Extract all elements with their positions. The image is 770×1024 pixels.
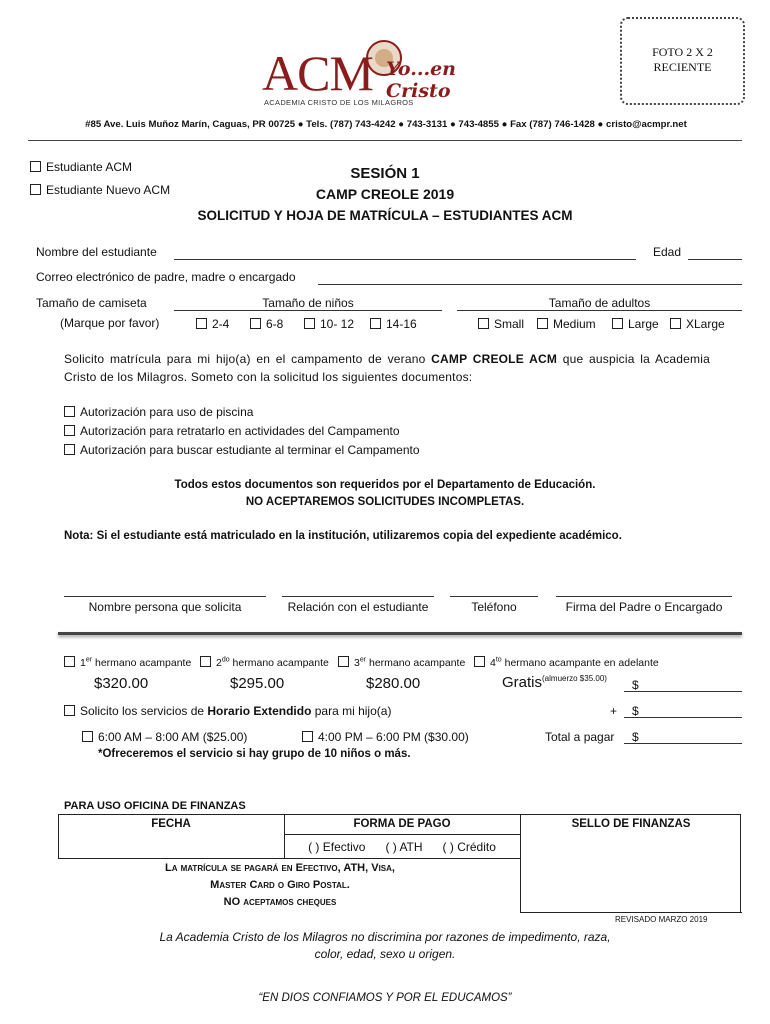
camp-name: CAMP CREOLE ACM [431,352,558,366]
request-paragraph: Solicito matrícula para mi hijo(a) en el campamento de verano CAMP CREOLE ACM que auspicia la Academia Cristo de los Milagros. Someto con la solicitud los siguientes documentos: [64,352,710,384]
checkbox[interactable] [304,318,315,329]
student-type-new[interactable] [30,183,170,197]
extended-pm-option[interactable]: 4:00 PM – 6:00 PM ($30.00) [302,730,469,744]
phone-label: Teléfono [471,600,517,614]
finance-heading: PARA USO OFICINA DE FINANZAS [64,800,246,812]
kids-size-option[interactable]: 6-8 [250,317,283,331]
checkbox[interactable] [537,318,548,329]
document-item[interactable]: Autorización para uso de piscina [64,403,420,422]
sibling-option-1[interactable]: 1er hermano acampante [64,656,191,669]
table-line [58,814,740,815]
header-divider [28,140,742,141]
title-application: SOLICITUD Y HOJA DE MATRÍCULA – ESTUDIANTES ACM [197,208,573,223]
notice-required: Todos estos documentos son requeridos por el Departamento de Educación. [174,479,596,491]
checkbox[interactable] [64,705,75,716]
shirt-size-label: Tamaño de camiseta [36,296,147,310]
total-field[interactable] [624,743,742,744]
email-field[interactable] [318,284,742,285]
applicant-name-label: Nombre persona que solicita [88,600,242,614]
extended-amount-field[interactable] [624,717,742,718]
kids-size-option[interactable]: 2-4 [196,317,229,331]
title-camp: CAMP CREOLE 2019 [315,186,455,202]
address-line: #85 Ave. Luis Muñoz Marín, Caguas, PR 00725 ● Tels. (787) 743-4242 ● 743-3131 ● 743-4855 ● Fax (787) 746-1428 ● cristo@acmpr.net [85,119,687,130]
nondiscrimination-line-2: color, edad, sexo u origen. [314,947,456,961]
price-1: $320.00 [94,675,149,692]
extended-hours-option[interactable]: Solicito los servicios de Horario Extendido para mi hijo(a) [64,704,391,718]
payment-note-3: NO aceptamos cheques [223,896,337,908]
email-label: Correo electrónico de padre, madre o encargado [36,270,296,284]
document-item[interactable]: Autorización para retratarlo en actividades del Campamento [64,422,420,441]
photo-label-size: FOTO 2 X 2 [652,45,713,59]
document-item[interactable]: Autorización para buscar estudiante al terminar el Campamento [64,441,420,460]
payment-options[interactable]: ( ) Efectivo ( ) ATH ( ) Crédito [308,840,496,854]
price-2: $295.00 [230,675,285,692]
checkbox[interactable] [64,406,75,417]
student-type-acm-label: Estudiante ACM [46,160,133,174]
subtotal-field[interactable] [624,691,742,692]
logo-acm-text: ACM [262,45,373,101]
title-session: SESIÓN 1 [350,165,420,182]
sibling-option-2[interactable]: $2^{do}$ hermano acampante [200,656,329,669]
payment-note-2: Master Card o Giro Postal. [210,879,350,891]
col-payment: FORMA DE PAGO [353,818,451,830]
notice-incomplete: NO ACEPTAREMOS SOLICITUDES INCOMPLETAS. [245,496,525,508]
checkbox[interactable] [338,656,349,667]
adult-size-heading [457,296,742,311]
adult-size-option[interactable]: Small [478,317,524,331]
age-field[interactable] [688,259,742,260]
checkbox[interactable] [200,656,211,667]
student-type-acm[interactable] [30,160,132,174]
checkbox[interactable] [474,656,485,667]
checkbox[interactable] [30,184,41,195]
checkbox[interactable] [30,161,41,172]
relation-label: Relación con el estudiante [287,600,429,614]
kids-size-option[interactable]: 10- 12 [304,317,354,331]
student-name-label: Nombre del estudiante [36,245,157,259]
signature-field[interactable] [556,596,732,597]
checkbox[interactable] [670,318,681,329]
checkbox[interactable] [64,425,75,436]
logo-subtitle: ACADEMIA CRISTO DE LOS MILAGROS [264,98,414,107]
total-label: Total a pagar [545,730,615,744]
date-field[interactable] [62,836,280,856]
checkbox[interactable] [196,318,207,329]
student-type-new-label: Estudiante Nuevo ACM [46,183,171,197]
seal-area [524,836,736,908]
checkbox[interactable] [82,731,93,742]
nondiscrimination-line-1: La Academia Cristo de los Milagros no discrimina por razones de impedimento, raza, [159,930,611,944]
checkbox[interactable] [370,318,381,329]
photo-label-recent: RECIENTE [653,60,712,74]
checkbox[interactable] [478,318,489,329]
sibling-option-3[interactable]: 3er hermano acampante [338,656,465,669]
extended-offer-note: *Ofreceremos el servicio si hay grupo de 10 niños o más. [98,748,411,760]
documents-list [64,403,420,460]
payment-note-1: La matrícula se pagará en Efectivo, ATH, Visa, [165,862,395,874]
kids-size-label: Tamaño de niños [262,296,354,310]
table-line [520,912,742,913]
applicant-name-field[interactable] [64,596,266,597]
checkbox[interactable] [64,444,75,455]
checkbox[interactable] [302,731,313,742]
extended-am-option[interactable]: 6:00 AM – 8:00 AM ($25.00) [82,730,247,744]
lunch-note: (almuerzo $35.00) [542,674,607,683]
checkbox[interactable] [612,318,623,329]
signature-label: Firma del Padre o Encargado [565,600,723,614]
extended-plus: + [610,704,618,718]
school-logo [262,36,512,111]
price-3: $280.00 [366,675,421,692]
adult-size-option[interactable]: Large [612,317,659,331]
subtotal-dollar: $ [632,678,639,692]
checkbox[interactable] [250,318,261,329]
total-dollar: $ [632,730,639,744]
adult-size-label: Tamaño de adultos [548,296,651,310]
sibling-option-4[interactable]: $4^{to}$ hermano acampante en adelante [474,656,659,669]
checkbox[interactable] [64,656,75,667]
price-4: Gratis$^{(almuerzo \$35.00)}$ [502,674,607,691]
motto: “EN DIOS CONFIAMOS Y POR EL EDUCAMOS” [258,992,512,1004]
mark-one-label: (Marque por favor) [60,316,160,330]
age-label: Edad [653,245,682,259]
student-name-field[interactable] [174,259,636,260]
col-date: FECHA [151,818,191,830]
extended-dollar: $ [632,704,639,718]
revised-date: REVISADO MARZO 2019 [615,915,708,924]
kids-size-heading [174,296,442,311]
adult-size-option[interactable]: Medium [537,317,596,331]
table-line [284,834,520,835]
kids-size-option[interactable]: 14-16 [370,317,417,331]
logo-script-text: Yo...en Cristo [386,58,456,102]
phone-field[interactable] [450,596,538,597]
academic-note: Nota: Si el estudiante está matriculado en la institución, utilizaremos copia del expediente académico. [64,530,622,542]
section-divider [58,632,742,635]
col-seal: SELLO DE FINANZAS [571,818,691,830]
adult-size-option[interactable]: XLarge [670,317,725,331]
relation-field[interactable] [282,596,434,597]
table-line [58,858,520,859]
photo-placeholder[interactable] [620,17,745,105]
